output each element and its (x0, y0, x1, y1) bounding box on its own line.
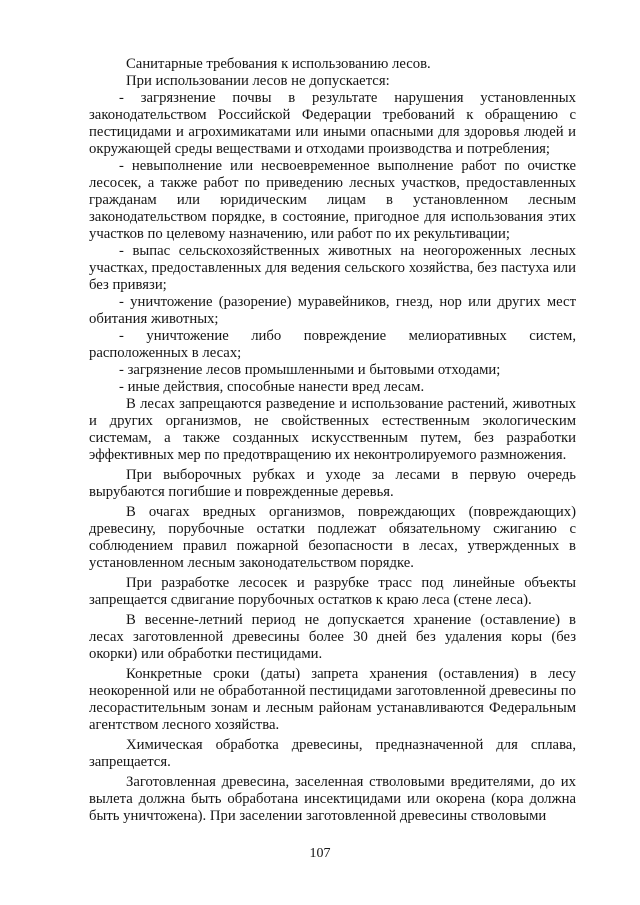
paragraph: При выборочных рубках и уходе за лесами в первую очередь вырубаются погибшие и поврежденные деревья. (89, 467, 576, 500)
list-item: - уничтожение (разорение) муравейников, гнезд, нор или других мест обитания животных; (89, 294, 576, 327)
paragraph: При разработке лесосек и разрубке трасс под линейные объекты запрещается сдвигание порубочных остатков к краю леса (стене леса). (89, 575, 576, 608)
paragraph: В лесах запрещаются разведение и использование растений, животных и других организмов, не свойственных естественным экологическим системам, а также созданных искусственным путем, без разработки эффективных мер по предотвращению их неконтролируемого размножения. (89, 396, 576, 463)
list-item: - уничтожение либо повреждение мелиоративных систем, расположенных в лесах; (89, 328, 576, 361)
paragraph: Заготовленная древесина, заселенная стволовыми вредителями, до их вылета должна быть обработана инсектицидами или окорена (кора должна быть уничтожена). При заселении заготовленной древесины стволовыми (89, 774, 576, 824)
list-item: - невыполнение или несвоевременное выполнение работ по очистке лесосек, а также работ по приведению лесных участков, предоставленных гражданам или юридическим лицам в установленном лесным законодательством порядке, в состояние, пригодное для использования этих участков по целевому назначению, или работ по их рекультивации; (89, 158, 576, 242)
intro-paragraph: При использовании лесов не допускается: (126, 73, 390, 89)
list-item: - загрязнение почвы в результате нарушения установленных законодательством Российской Федерации требований к обращению с пестицидами и агрохимикатами или иными опасными для здоровья людей и окружающей среды веществами и отходами производства и потребления; (89, 90, 576, 157)
section-title: Санитарные требования к использованию лесов. (126, 56, 431, 72)
document-body (89, 56, 576, 825)
page-number: 107 (309, 846, 331, 861)
paragraph: В весенне-летний период не допускается хранение (оставление) в лесах заготовленной древесины более 30 дней без удаления коры (без окорки) или обработки пестицидами. (89, 612, 576, 662)
paragraph: В очагах вредных организмов, повреждающих (повреждающих) древесину, порубочные остатки подлежат обязательному сжиганию с соблюдением правил пожарной безопасности в лесах, утвержденных в установленном лесным законодательством порядке. (89, 504, 576, 571)
paragraph: Конкретные сроки (даты) запрета хранения (оставления) в лесу неокоренной или не обработанной пестицидами заготовленной древесины по лесорастительным зонам и лесным районам устанавливаются Федеральным агентством лесного хозяйства. (89, 666, 576, 733)
list-item: - иные действия, способные нанести вред лесам. (119, 379, 425, 395)
list-item: - выпас сельскохозяйственных животных на неогороженных лесных участках, предоставленных для ведения сельского хозяйства, без пастуха или без привязи; (89, 243, 576, 293)
paragraph: Химическая обработка древесины, предназначенной для сплава, запрещается. (89, 737, 576, 770)
list-item: - загрязнение лесов промышленными и бытовыми отходами; (119, 362, 501, 378)
